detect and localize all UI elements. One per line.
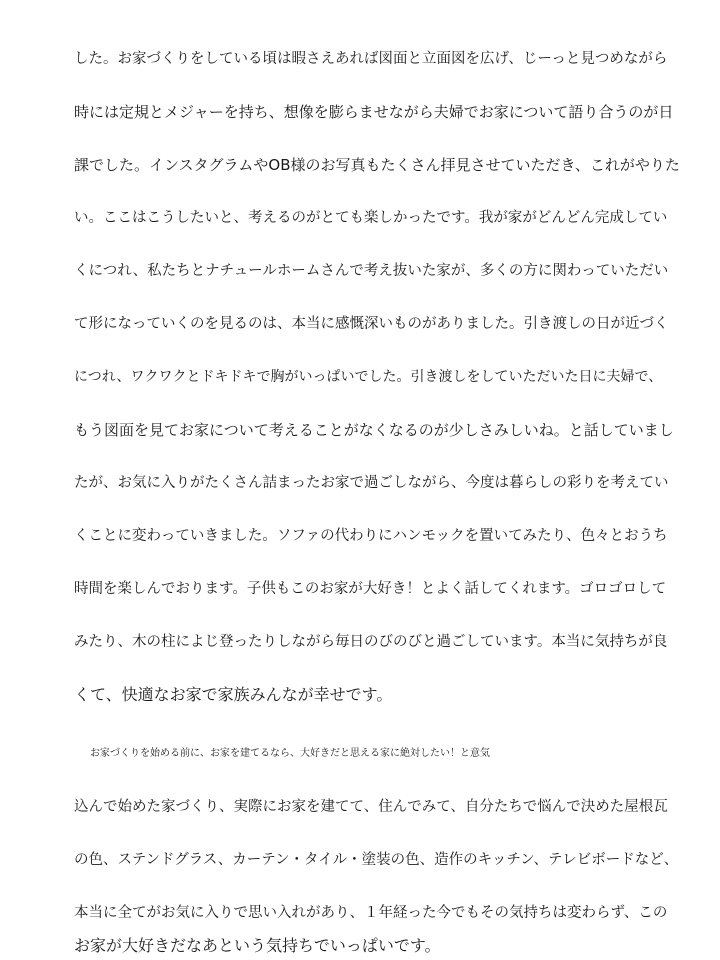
- text-line: 課でした。インスタグラムやOB様のお写真もたくさん拝見させていただき、これがやりた: [74, 156, 680, 174]
- text-line: 本当に全てがお気に入りで思い入れがあり、１年経った今でもその気持ちは変わらず、この: [74, 905, 668, 921]
- text-line: の色、ステンドグラス、カーテン・タイル・塗装の色、造作のキッチン、テレビボードなど、: [74, 852, 679, 868]
- text-line: もう図面を見てお家について考えることがなくなるのが少しさみしいね。と話していまし: [74, 421, 674, 439]
- text-line: みたり、木の柱によじ登ったりしながら毎日のびのびと過ごしています。本当に気持ちが良: [74, 634, 668, 650]
- text-line: 時間を楽しんでおります。子供もこのお家が大好き！とよく話してくれます。ゴロゴロして: [74, 581, 667, 597]
- text-line: くにつれ、私たちとナチュールホームさんで考え抜いた家が、多くの方に関わっていただい: [74, 263, 669, 279]
- text-line: くことに変わっていきました。ソファの代わりにハンモックを置いてみたり、色々とおうち: [74, 528, 668, 544]
- text-line: い。ここはこうしたいと、考えるのがとても楽しかったです。我が家がどんどん完成してい: [74, 210, 668, 226]
- text-line: お家が大好きだなあという気持ちでいっぱいです。: [74, 936, 441, 955]
- text-line: につれ、ワクワクとドキドキで胸がいっぱいでした。引き渡しをしていただいた日に夫婦で、: [74, 369, 663, 385]
- text-line: くて、快適なお家で家族みんなが幸せです。: [74, 685, 393, 704]
- text-line: した。お家づくりをしている頃は暇さえあれば図面と立面図を広げ、じーっと見つめながら: [74, 51, 668, 67]
- text-line: お家づくりを始める前に、お家を建てるなら、大好きだと思える家に絶対したい！と意気: [90, 748, 490, 759]
- text-line: たが、お気に入りがたくさん詰まったお家で過ごしながら、今度は暮らしの彩りを考えてい: [74, 475, 669, 491]
- text-line: 込んで始めた家づくり、実際にお家を建てて、住んでみて、自分たちで悩んで決めた屋根瓦: [74, 799, 668, 815]
- text-line: 時には定規とメジャーを持ち、想像を膨らませながら夫婦でお家について語り合うのが日: [74, 103, 674, 121]
- text-line: て形になっていくのを見るのは、本当に感慨深いものがありました。引き渡しの日が近づく: [74, 316, 669, 332]
